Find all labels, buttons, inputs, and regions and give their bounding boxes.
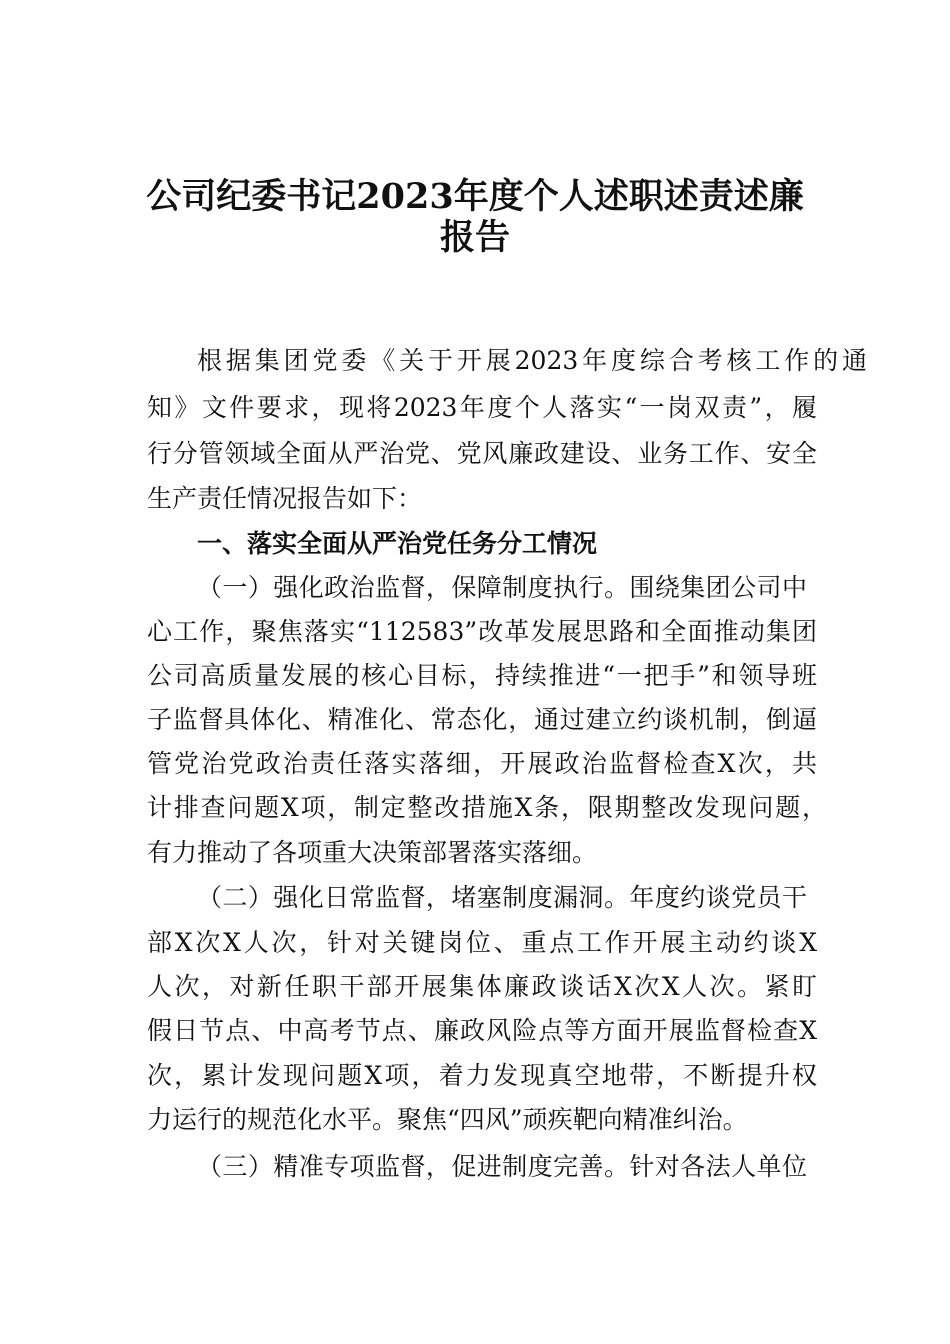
section-heading: 一、落实全面从严治党任务分工情况 (197, 529, 598, 558)
paragraph-line: （二）强化日常监督，堵塞制度漏洞。年度约谈党员干 (197, 883, 807, 912)
paragraph-line: 计排查问题X项，制定整改措施X条，限期整改发现问题， (147, 793, 827, 822)
paragraph-line: 子监督具体化、精准化、常态化，通过建立约谈机制，倒逼 (147, 705, 817, 734)
paragraph-line: （三）精准专项监督，促进制度完善。针对各法人单位 (197, 1152, 807, 1181)
paragraph-line: 部X次X人次，针对关键岗位、重点工作开展主动约谈X (147, 928, 817, 957)
paragraph-line: 管党治党政治责任落实落细，开展政治监督检查X次，共 (147, 749, 817, 778)
paragraph-line: 假日节点、中高考节点、廉政风险点等方面开展监督检查X (147, 1016, 817, 1045)
paragraph-line: 生产责任情况报告如下： (147, 484, 423, 513)
paragraph-line: 知》文件要求，现将2023年度个人落实“一岗双责”，履 (147, 393, 817, 422)
document-title-line-2: 报告 (439, 217, 510, 258)
paragraph-line: 次，累计发现问题X项，着力发现真空地带，不断提升权 (147, 1061, 817, 1090)
paragraph-line: （一）强化政治监督，保障制度执行。围绕集团公司中 (197, 573, 807, 602)
paragraph-line: 有力推动了各项重大决策部署落实落细。 (147, 838, 598, 867)
paragraph-line: 人次，对新任职干部开展集体廉政谈话X次X人次。紧盯 (147, 972, 817, 1001)
paragraph-line: 公司高质量发展的核心目标，持续推进“一把手”和领导班 (147, 661, 817, 690)
paragraph-line: 心工作，聚焦落实“112583”改革发展思路和全面推动集团 (147, 617, 817, 646)
paragraph-line: 行分管领域全面从严治党、党风廉政建设、业务工作、安全 (147, 439, 817, 468)
paragraph-line: 根据集团党委《关于开展2023年度综合考核工作的通 (197, 346, 867, 375)
paragraph-line: 力运行的规范化水平。聚焦“四风”顽疾靶向精准纠治。 (147, 1105, 748, 1134)
document-title-line-1: 公司纪委书记2023年度个人述职述责述廉 (146, 176, 804, 217)
